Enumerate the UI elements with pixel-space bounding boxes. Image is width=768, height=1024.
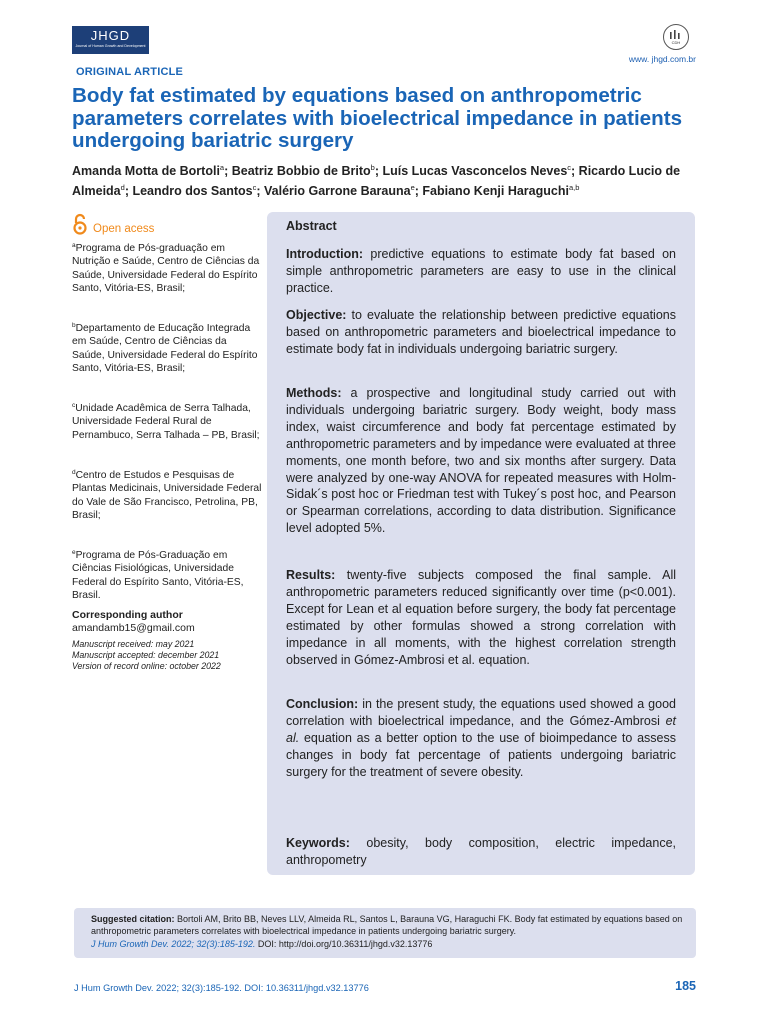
journal-abbrev: JHGD xyxy=(90,28,131,43)
author-name: Leandro dos Santos xyxy=(132,183,253,198)
page-number: 185 xyxy=(675,979,696,993)
abstract-methods: Methods: a prospective and longitudinal study carried out with individuals undergoing bariatric surgery. Body weight, body mass index, waist circumference and body fat percentage estimated by anthropometric parameters and by impedance were evaluated at three moments, one month before, two and six months after surgery. Data were analyzed by one-way ANOVA for repeated measures with Holm-Sidak´s post hoc or Friedman test with Tukey´s post hoc, and Pearson or Spearman correlations, according to data distribution. Significance level adopted 5%. xyxy=(286,386,676,536)
author-affiliation-mark: b xyxy=(370,163,375,172)
author-name: Ricardo Lucio de Almeida xyxy=(72,164,681,198)
journal-logo xyxy=(72,26,149,54)
affiliation-c: $^c$Unidade Acadêmica de Serra Talhada, Universidade Federal Rural de Pernambuco, Serra Talhada – PB, Brasil; xyxy=(72,402,260,441)
manuscript-dates xyxy=(72,639,267,673)
abstract-objective: Objective: to evaluate the relationship between predictive equations based on anthropometric parameters and bioelectrical impedance to estimate body fat in individuals undergoing bariatric surgery. xyxy=(286,308,676,356)
abstract-introduction: Introduction: predictive equations to estimate body fat based on simple anthropometric parameters are easy to use in the clinical practice. xyxy=(286,247,676,295)
author-separator: ; xyxy=(571,164,579,178)
author-affiliation-mark: a xyxy=(219,163,225,172)
author-name: Amanda Motta de Bortoli xyxy=(72,164,220,178)
article-title: Body fat estimated by equations based on anthropometric parameters correlates with bioelectrical impedance in patients undergoing bariatric surgery xyxy=(72,84,683,152)
article-type: ORIGINAL ARTICLE xyxy=(76,66,184,78)
date-accepted: Manuscript accepted: december 2021 xyxy=(72,650,220,661)
date-received: Manuscript received: may 2021 xyxy=(72,639,195,649)
open-access-icon xyxy=(72,213,88,240)
author-name: Luís Lucas Vasconcelos Neves xyxy=(382,164,568,178)
author-separator: ; xyxy=(256,183,264,198)
author-affiliation-mark: d xyxy=(120,182,125,192)
author-name: Valério Garrone Barauna xyxy=(264,183,411,198)
author-separator: ; xyxy=(414,183,423,198)
affiliation-d: $^d$Centro de Estudos e Pesquisas de Plantas Medicinais, Universidade Federal do Vale de São Francisco, Petrolina, PB, Brasil; xyxy=(72,469,262,521)
author-list xyxy=(72,160,696,199)
journal-website[interactable]: www. jhgd.com.br xyxy=(628,54,696,64)
author-affiliation-mark: c xyxy=(567,163,572,172)
seal-text: CDH xyxy=(671,40,681,45)
journal-fullname: Journal of Human Growth and Development xyxy=(75,44,146,48)
author-name: Beatriz Bobbio de Brito xyxy=(231,164,371,178)
author-affiliation-mark: c xyxy=(252,182,257,192)
author-affiliation-mark: a,b xyxy=(568,182,580,192)
abstract-results: Results: twenty-five subjects composed the final sample. All anthropometric parameters reduced significantly over time (p<0.001). Except for Lean et al equation before surgery, the body fat percentage estimated by other formulas showed a strong correlation with impedance in all moments, with the highest correlation strength observed in Gómez-Ambrosi et al. equation. xyxy=(286,568,676,667)
author-name: Fabiano Kenji Haraguchi xyxy=(422,183,569,198)
open-access-label: Open acess xyxy=(93,223,155,235)
author-separator: ; xyxy=(124,183,133,198)
affiliation-e: $^e$Programa de Pós-Graduação em Ciências Fisiológicas, Universidade Federal do Espírito Santo, Vitória-ES, Brasil. xyxy=(72,549,244,601)
publisher-seal-icon xyxy=(663,24,689,50)
author-separator: ; xyxy=(224,164,232,178)
affiliation-b: $^b$Departamento de Educação Integrada em Saúde, Centro de Ciências da Saúde, Universidade Federal do Espírito Santo, Vitória-ES, Brasil; xyxy=(72,322,258,374)
corresponding-email[interactable]: amandamb15@gmail.com xyxy=(72,622,195,634)
corresponding-author-title: Corresponding author xyxy=(72,609,183,621)
abstract-heading: Abstract xyxy=(286,219,337,233)
author-separator: ; xyxy=(374,164,383,178)
author-affiliation-mark: e xyxy=(410,182,415,192)
abstract-conclusion: Conclusion: in the present study, the equations used showed a good correlation with bioelectrical impedance, and the Gómez-Ambrosi et al. equation as a better option to the use of bioimpedance to assess changes in body fat percentage of patients undergoing bariatric surgery for the treatment of severe obesity. xyxy=(286,697,676,779)
date-online: Version of record online: october 2022 xyxy=(72,661,221,672)
footer-reference: J Hum Growth Dev. 2022; 32(3):185-192. DOI: 10.36311/jhgd.v32.13776 xyxy=(74,983,369,993)
affiliation-a: $^a$Programa de Pós-graduação em Nutrição e Saúde, Centro de Ciências da Saúde, Universidade Federal do Espírito Santo, Vitória-ES, Brasil; xyxy=(72,242,260,294)
abstract-keywords: Keywords: obesity, body composition, electric impedance, anthropometry xyxy=(286,836,676,867)
suggested-citation: Suggested citation: Bortoli AM, Brito BB, Neves LLV, Almeida RL, Santos L, Barauna VG, Haraguchi FK. Body fat estimated by equations based on anthropometric parameters correlates with bioelectrical impedance in patients undergoing bariatric surgery. J Hum Growth Dev. 2022; 32(3):185-192. DOI: http://doi.org/10.36311/jhgd.v32.13776 xyxy=(91,914,683,949)
